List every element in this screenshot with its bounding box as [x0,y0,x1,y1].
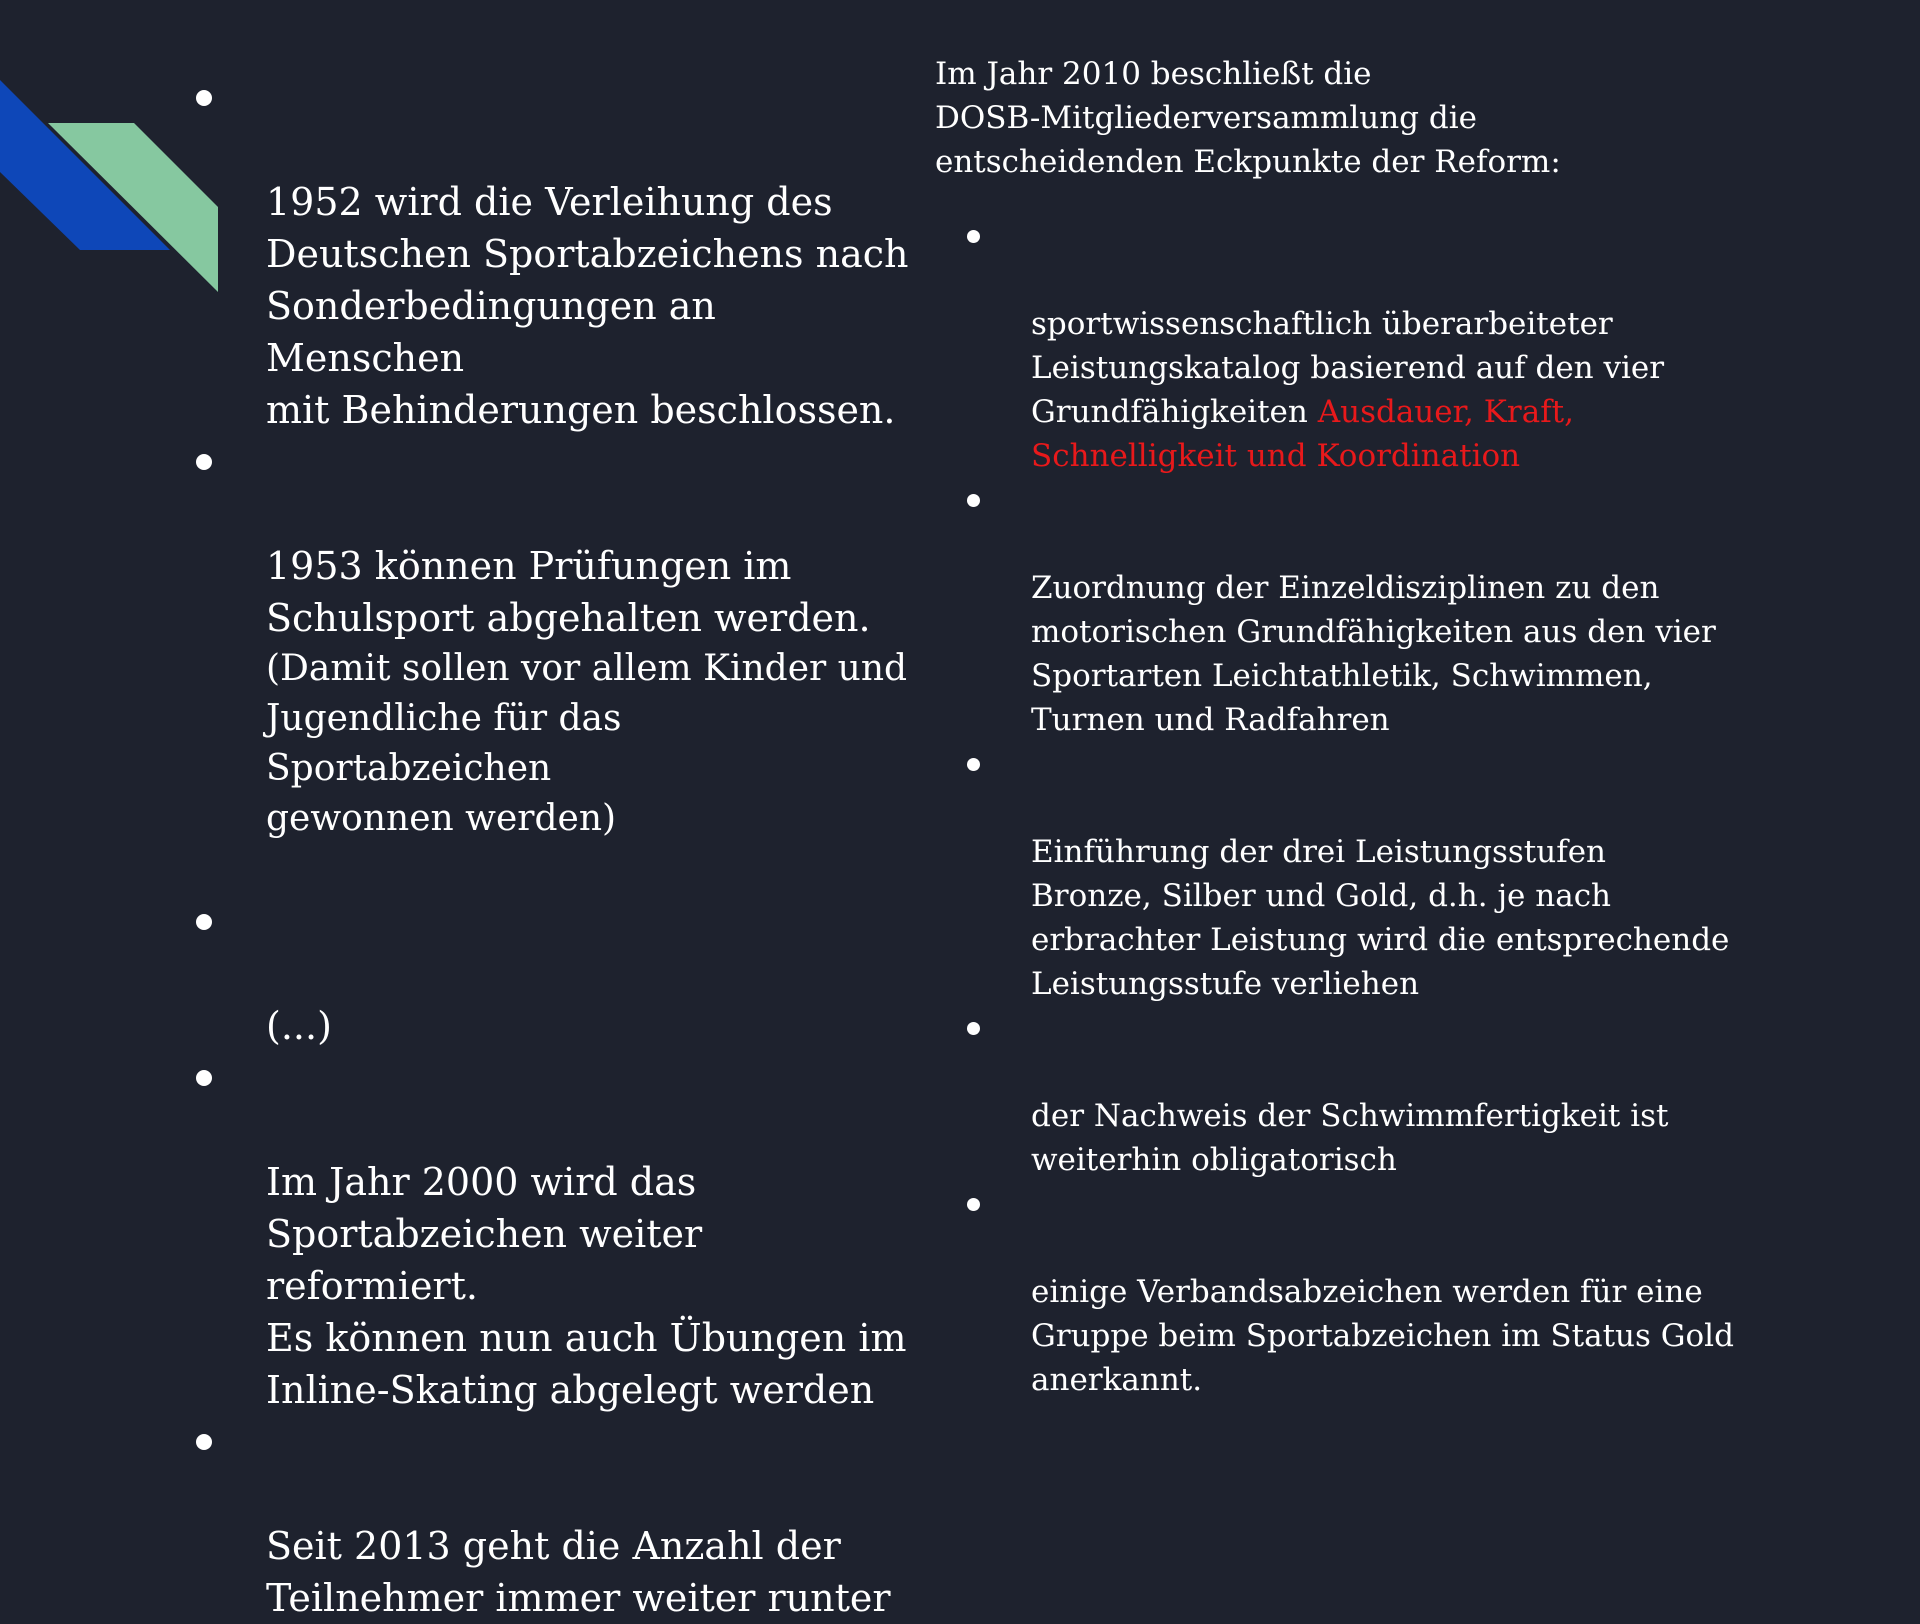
bullet-icon [967,758,980,771]
right-item-text: der Nachweis der Schwimmfertigkeit ist weiterhin obligatorisch [1031,1098,1669,1178]
bullet-icon [196,914,212,930]
left-item-text: 1953 können Prüfungen im Schulsport abgehalten werden. [266,544,871,640]
left-item-text: Seit 2013 geht die Anzahl der Teilnehmer immer weiter runter [266,1524,891,1620]
right-list-item-leistungskatalog [955,214,1745,478]
left-bullet-list [190,72,910,1624]
right-item-text: einige Verbandsabzeichen werden für eine Gruppe beim Sportabzeichen im Status Gold anerkannt. [1031,1274,1734,1398]
bullet-icon [196,90,212,106]
right-list-item-leistungsstufen [955,742,1745,1006]
bullet-icon [196,454,212,470]
right-item-text: Einführung der drei Leistungsstufen Bronze, Silber und Gold, d.h. je nach erbrachter Leistung wird die entsprechende Leistungsstufe verliehen [1031,834,1730,1002]
bullet-icon [196,1070,212,1086]
right-bullet-list [955,214,1745,1402]
right-list-item-verbandsabzeichen [955,1182,1745,1402]
bullet-icon [967,230,980,243]
right-list-item-schwimmnachweis [955,1006,1745,1182]
bullet-icon [967,1198,980,1211]
bullet-icon [967,494,980,507]
left-item-note: (Damit sollen vor allem Kinder und Jugendliche für das Sportabzeichen gewonnen werden) [266,648,908,839]
bullet-icon [196,1434,212,1450]
left-item-text: Im Jahr 2000 wird das Sportabzeichen weiter reformiert. Es können nun auch Übungen im Inline-Skating abgelegt werden [266,1160,907,1412]
left-item-text: (...) [266,1004,332,1048]
left-item-text: 1952 wird die Verleihung des Deutschen Sportabzeichens nach Sonderbedingungen an Menschen mit Behinderungen beschlossen. [266,180,909,432]
right-item-text: Zuordnung der Einzeldisziplinen zu den motorischen Grundfähigkeiten aus den vier Sportarten Leichtathletik, Schwimmen, Turnen und Radfahren [1031,570,1716,738]
left-list-item-1952 [190,72,910,436]
left-list-item-ellipsis [190,896,910,1052]
left-list-item-1953 [190,436,910,896]
highlighted-abilities: Ausdauer, Kraft, Schnelligkeit und Koordination [1031,394,1574,474]
left-list-item-2000 [190,1052,910,1416]
right-item-text: sportwissenschaftlich überarbeiteter Leistungskatalog basierend auf den vier Grundfähigkeiten [1031,306,1665,430]
bullet-icon [967,1022,980,1035]
right-list-item-zuordnung [955,478,1745,742]
right-intro-text: Im Jahr 2010 beschließt die DOSB-Mitgliederversammlung die entscheidenden Eckpunkte der Reform: [935,56,1561,180]
left-list-item-2013 [190,1416,910,1624]
